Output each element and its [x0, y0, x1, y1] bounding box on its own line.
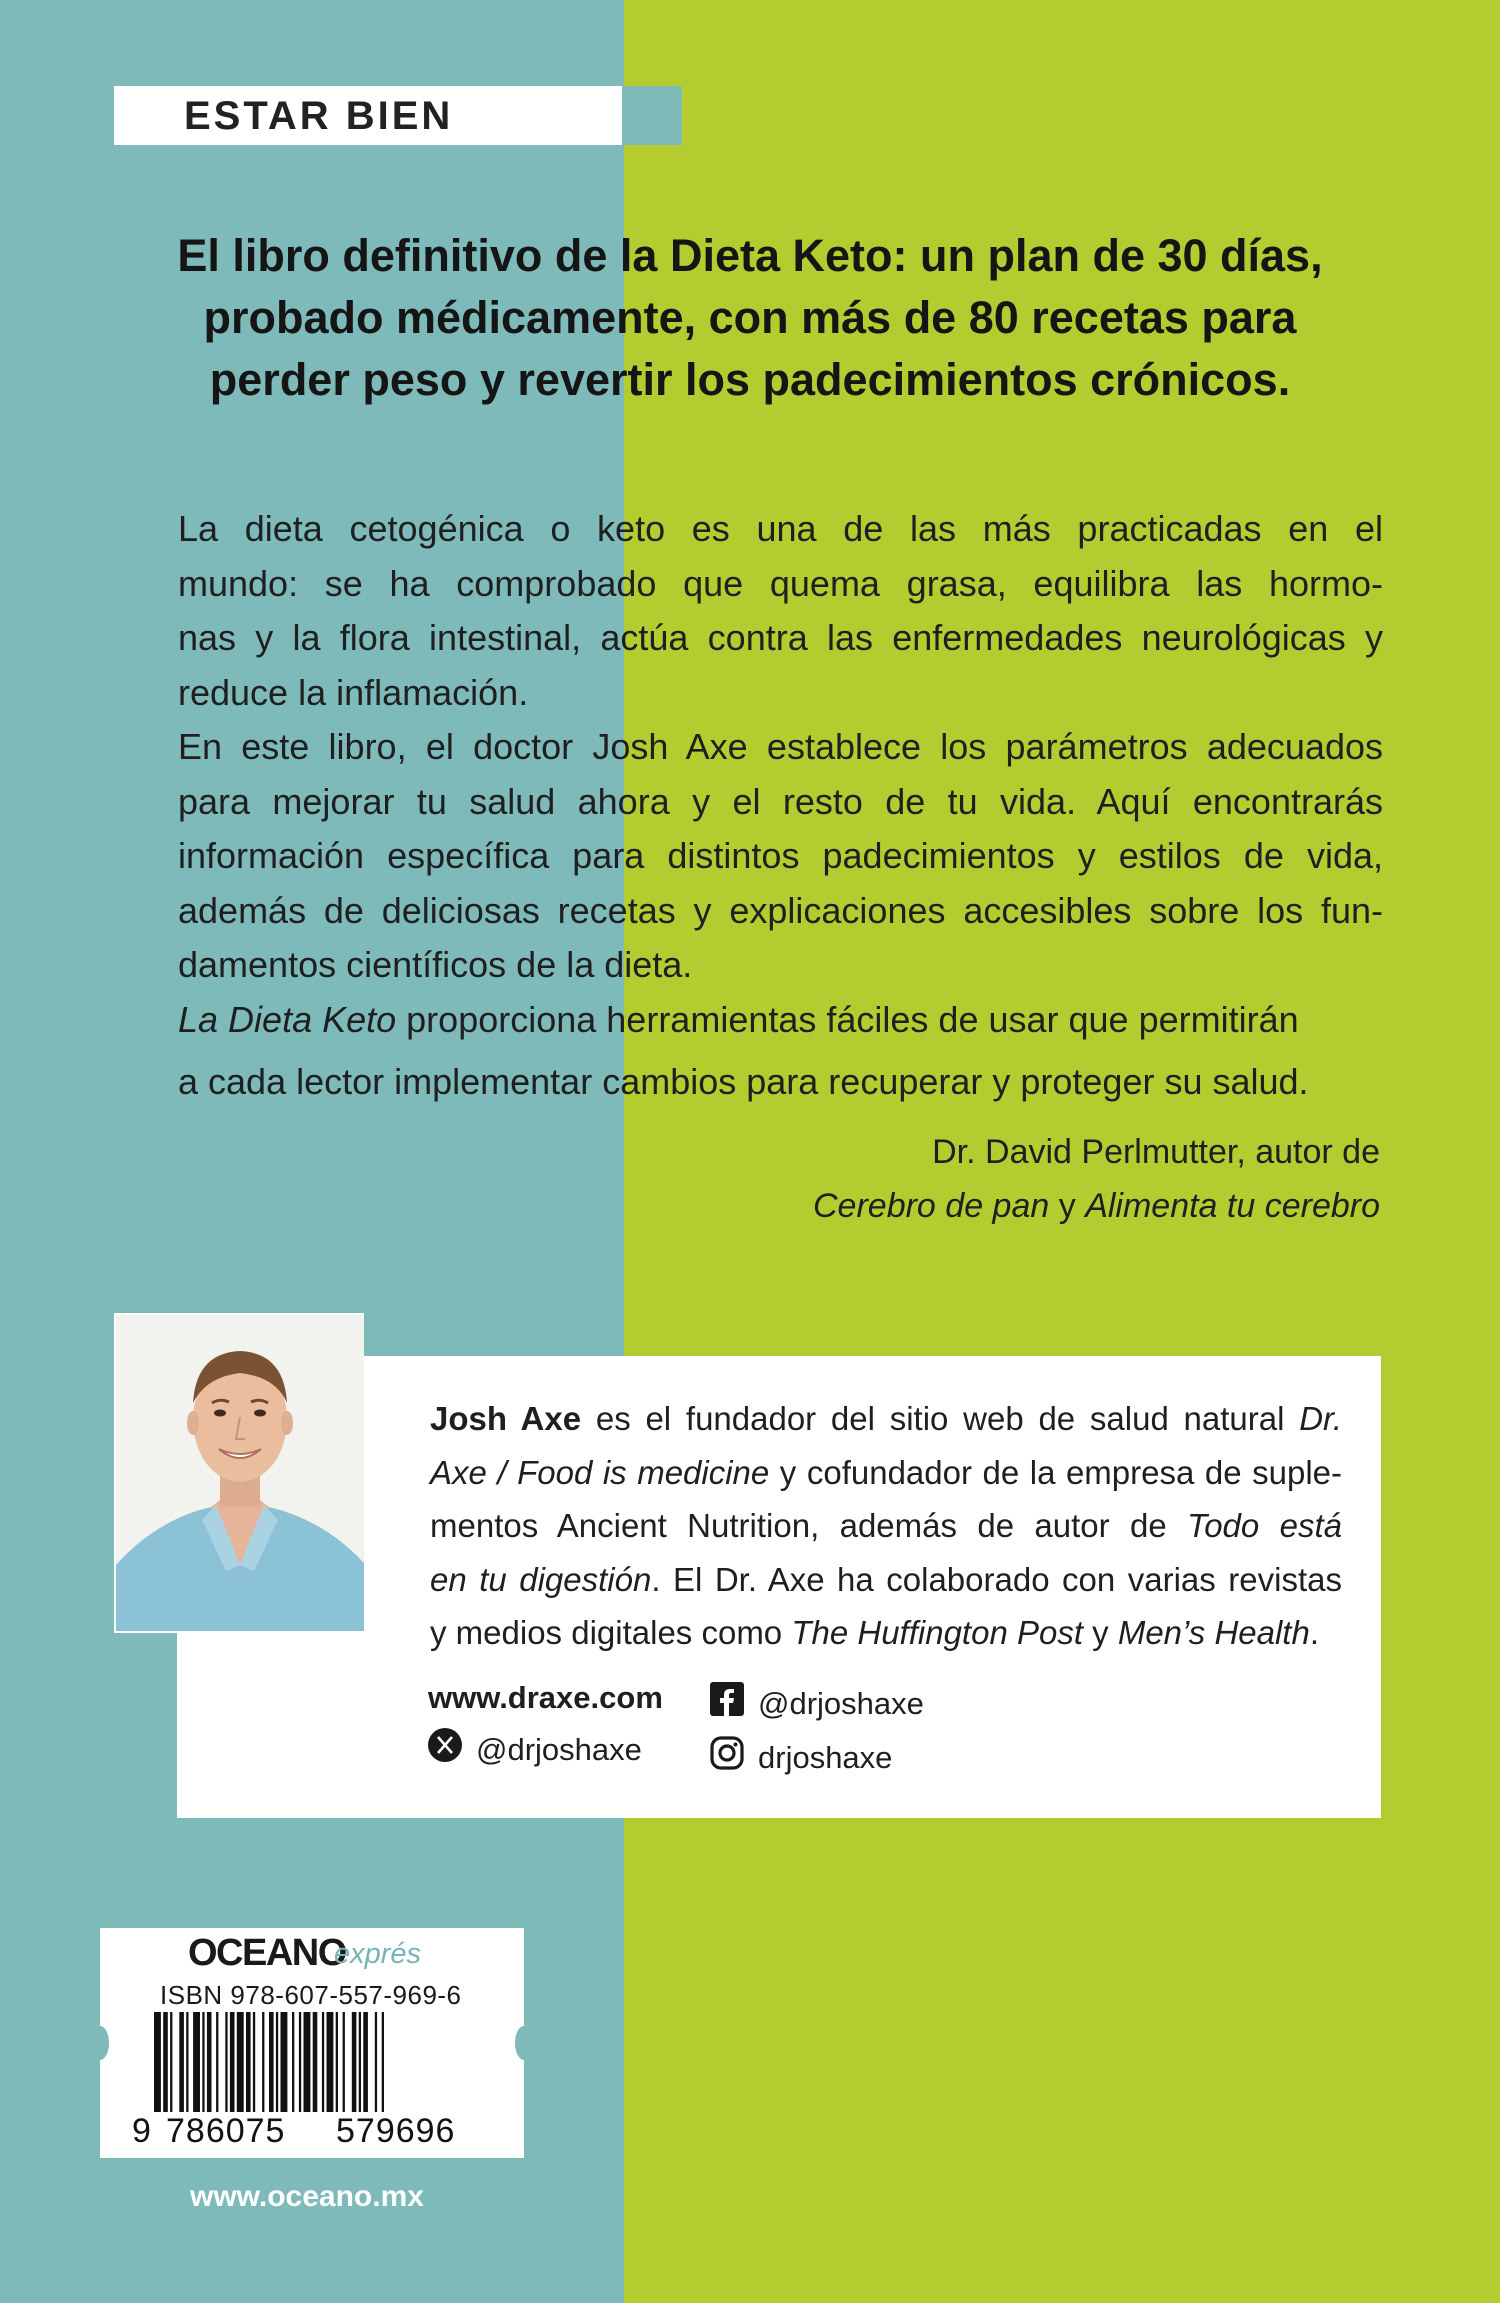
barcode-bar [382, 2012, 384, 2112]
barcode-bar [352, 2012, 357, 2112]
barcode-bar [230, 2012, 235, 2112]
book-title: La Dieta Keto [178, 998, 397, 1040]
blurb-text: proporciona herramientas fáciles de usar que permitirán [396, 998, 1299, 1040]
barcode-digits-left: 786075 [166, 2112, 286, 2150]
author-photo [116, 1315, 364, 1631]
facebook-link[interactable] [710, 1682, 924, 1726]
barcode-bar [163, 2012, 168, 2112]
barcode-bar [343, 2012, 345, 2112]
bio-line [430, 1553, 1342, 1607]
blurb-line: a cada lector implementar cambios para recuperar y proteger su salud. [178, 1061, 1309, 1102]
attribution-book: Cerebro de pan [813, 1187, 1050, 1225]
attribution-author: Dr. David Perlmutter, autor de [932, 1133, 1380, 1171]
headline-line: El libro definitivo de la Dieta Keto: un plan de 30 días, [177, 230, 1323, 281]
barcode-bar [322, 2012, 324, 2112]
barcode-bar [281, 2012, 288, 2112]
barcode-bar [327, 2012, 334, 2112]
bio-text: Men’s Health [1117, 1614, 1310, 1651]
barcode-bar [304, 2012, 311, 2112]
bio-text: y [1083, 1614, 1118, 1651]
barcode-bar [269, 2012, 274, 2112]
barcode-bar [225, 2012, 227, 2112]
description-line: además de deliciosas recetas y explicaciones accesibles sobre los fun- [178, 889, 1383, 931]
bio-text: mentos Ancient Nutrition, además de autor de [430, 1507, 1188, 1544]
description-line: damentos científicos de la dieta. [178, 944, 693, 985]
barcode-bar [179, 2012, 184, 2112]
author-name: Josh Axe [430, 1400, 582, 1437]
instagram-icon [710, 1736, 744, 1780]
barcode-digit: 9 [132, 2112, 152, 2150]
barcode-bar [313, 2012, 318, 2112]
headline [150, 225, 1350, 411]
bio-text: Todo está [1187, 1507, 1342, 1544]
bio-text: Dr. [1299, 1400, 1342, 1437]
description-line: mundo: se ha comprobado que quema grasa, equilibra las hormo- [178, 562, 1383, 604]
blurb-line [178, 993, 1383, 1048]
description [178, 502, 1383, 1110]
series-label: ESTAR BIEN [184, 94, 454, 138]
bio-text: The Huffington Post [791, 1614, 1083, 1651]
barcode-bar [216, 2012, 218, 2112]
attribution-connector: y [1049, 1187, 1086, 1225]
barcode-bar [186, 2012, 188, 2112]
barcode-bar [170, 2012, 172, 2112]
barcode-bar [276, 2012, 278, 2112]
description-line: información específica para distintos padecimientos y estilos de vida, [178, 835, 1383, 876]
description-line: para mejorar tu salud ahora y el resto de tu vida. Aquí encontrarás [178, 780, 1383, 822]
publisher-logo: OCEANO [188, 1932, 346, 1974]
headline-line: probado médicamente, con más de 80 recetas para [203, 292, 1297, 343]
barcode-bar [253, 2012, 255, 2112]
label-notch-left [91, 2026, 109, 2060]
x-handle: @drjoshaxe [476, 1732, 642, 1767]
barcode-bar [237, 2012, 244, 2112]
barcode-bar [262, 2012, 264, 2112]
series-banner-tab [622, 86, 682, 145]
barcode-bar [292, 2012, 294, 2112]
publisher-logo-sub: exprés [334, 1938, 422, 1970]
barcode-bar [207, 2012, 212, 2112]
bio-line [430, 1392, 1342, 1446]
attribution-books [813, 1179, 1380, 1233]
bio-text: . El Dr. Axe ha colaborado con varias revistas [651, 1560, 1342, 1598]
x-link[interactable] [428, 1728, 642, 1772]
barcode-bar [154, 2012, 161, 2112]
description-line: reduce la inflamación. [178, 671, 529, 713]
barcode-bar [359, 2012, 361, 2112]
barcode-bar [375, 2012, 377, 2112]
bio-line [430, 1446, 1342, 1500]
bio-line [430, 1499, 1342, 1553]
headline-line: perder peso y revertir los padecimientos crónicos. [209, 354, 1291, 405]
barcode-bar [363, 2012, 368, 2112]
bio-line [430, 1606, 1342, 1660]
attribution-book: Alimenta tu cerebro [1085, 1187, 1380, 1225]
barcode-bar [202, 2012, 204, 2112]
description-line: En este libro, el doctor Josh Axe establece los parámetros adecuados [178, 726, 1383, 767]
isbn: ISBN 978-607-557-969-6 [160, 1980, 462, 2010]
barcode-bar [336, 2012, 338, 2112]
barcode-bar [299, 2012, 301, 2112]
instagram-link[interactable] [710, 1736, 892, 1780]
bio-text: y medios digitales como [430, 1614, 792, 1651]
bio-text: y cofundador de la empresa de suple- [769, 1453, 1342, 1491]
bio-text: es el fundador del sitio web de salud natural [581, 1400, 1300, 1437]
facebook-handle: @drjoshaxe [758, 1686, 924, 1721]
x-icon [428, 1728, 462, 1772]
bio-text: Axe / Food is medicine [430, 1453, 770, 1491]
barcode-bar [193, 2012, 200, 2112]
instagram-handle: drjoshaxe [758, 1740, 893, 1775]
description-line: nas y la flora intestinal, actúa contra las enfermedades neurológicas y [178, 617, 1383, 658]
author-bio [430, 1392, 1342, 1660]
barcode [154, 2012, 494, 2120]
author-website[interactable]: www.draxe.com [428, 1680, 663, 1715]
description-line: La dieta cetogénica o keto es una de las más practicadas en el [178, 508, 1383, 549]
barcode-digits-right: 579696 [336, 2112, 456, 2150]
barcode-bar [246, 2012, 251, 2112]
bio-text: en tu digestión [430, 1560, 652, 1598]
bio-text: . [1309, 1614, 1320, 1651]
publisher-url[interactable]: www.oceano.mx [190, 2180, 424, 2213]
facebook-icon [710, 1682, 744, 1726]
attribution [813, 1125, 1380, 1233]
label-notch-right [515, 2026, 533, 2060]
